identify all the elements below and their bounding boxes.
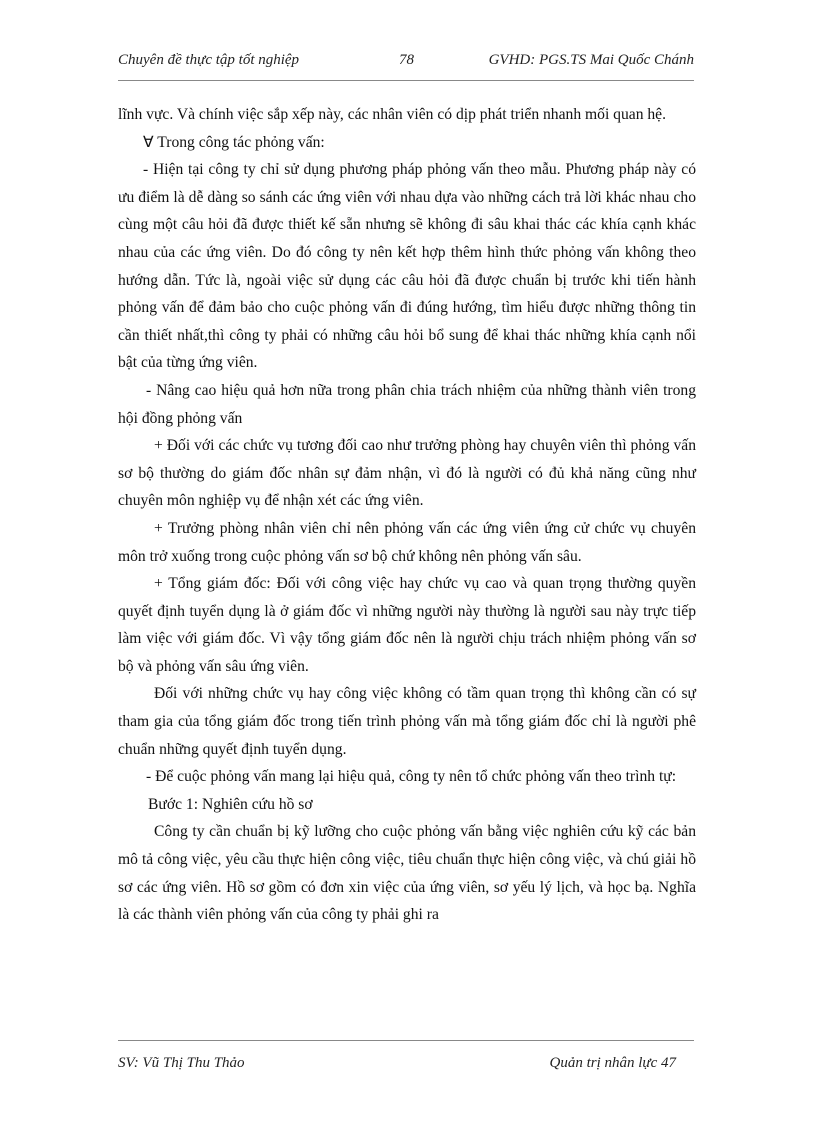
body-paragraph: - Hiện tại công ty chỉ sử dụng phương pháp phỏng vấn theo mẫu. Phương pháp này có ưu điểm là dễ dàng so sánh các ứng viên với nhau dựa vào những cách trả lời khác nhau cho cùng một câu hỏi đã được thiết kế sẵn nhưng sẽ không đi sâu khai thác các khía cạnh khác nhau của các ứng viên. Do đó công ty nên kết hợp thêm hình thức phỏng vấn không theo hướng dẫn. Tức là, ngoài việc sử dụng các câu hỏi đã được chuẩn bị trước khi tiến hành phỏng vấn để đảm bảo cho cuộc phỏng vấn đi đúng hướng, tìm hiểu được những thông tin cần thiết nhất,thì công ty phải có những câu hỏi bổ sung để khai thác những khía cạnh nổi bật của từng ứng viên. xyxy=(118,161,696,372)
body-paragraph: + Đối với các chức vụ tương đối cao như trưởng phòng hay chuyên viên thì phỏng vấn sơ bộ thường do giám đốc nhân sự đảm nhận, vì đó là người có đủ khả năng cũng như chuyên môn nghiệp vụ để nhận xét các ứng viên. xyxy=(118,437,696,510)
body-paragraph: - Để cuộc phỏng vấn mang lại hiệu quả, công ty nên tổ chức phỏng vấn theo trình tự: xyxy=(146,768,677,786)
page-body xyxy=(118,101,696,929)
body-paragraph: + Tổng giám đốc: Đối với công việc hay chức vụ cao và quan trọng thường quyền quyết định tuyển dụng là ở giám đốc vì những người này thường là người sau này trực tiếp làm việc với giám đốc. Vì vậy tổng giám đốc nên là người chịu trách nhiệm phỏng vấn sơ bộ và phỏng vấn sâu ứng viên. xyxy=(118,575,696,675)
header-right-advisor: GVHD: PGS.TS Mai Quốc Chánh xyxy=(488,52,694,68)
body-paragraph: + Trưởng phòng nhân viên chỉ nên phỏng vấn các ứng viên ứng cử chức vụ chuyên môn trở xuống trong cuộc phỏng vấn sơ bộ chứ không nên phỏng vấn sâu. xyxy=(118,519,696,565)
footer-student-name: SV: Vũ Thị Thu Thảo xyxy=(118,1055,245,1071)
page-header xyxy=(118,52,694,72)
footer-class-name: Quản trị nhân lực 47 xyxy=(549,1055,676,1071)
header-left-title: Chuyên đề thực tập tốt nghiệp xyxy=(118,52,300,68)
body-paragraph: Đối với những chức vụ hay công việc không có tầm quan trọng thì không cần có sự tham gia của tổng giám đốc trong tiến trình phỏng vấn mà tổng giám đốc chỉ là người phê chuẩn những quyết định tuyển dụng. xyxy=(118,685,696,758)
header-divider xyxy=(118,80,694,81)
body-paragraph: lĩnh vực. Và chính việc sắp xếp này, các nhân viên có dịp phát triển nhanh mối quan hệ. xyxy=(118,106,667,123)
page-footer xyxy=(118,1055,694,1075)
page-number: 78 xyxy=(399,52,414,68)
body-paragraph: Bước 1: Nghiên cứu hồ sơ xyxy=(148,795,313,813)
body-paragraph: - Nâng cao hiệu quả hơn nữa trong phân chia trách nhiệm của những thành viên trong hội đồng phỏng vấn xyxy=(118,381,696,427)
footer-divider xyxy=(118,1040,694,1041)
body-paragraph: Công ty cần chuẩn bị kỹ lưỡng cho cuộc phỏng vấn bằng việc nghiên cứu kỹ các bản mô tả công việc, yêu cầu thực hiện công việc, tiêu chuẩn thực hiện công việc, và chú giải hồ sơ các ứng viên. Hồ sơ gồm có đơn xin việc của ứng viên, sơ yếu lý lịch, và học bạ. Nghĩa là các thành viên phỏng vấn của công ty phải ghi ra xyxy=(118,823,696,924)
body-paragraph: ∀ Trong công tác phỏng vấn: xyxy=(143,133,325,151)
